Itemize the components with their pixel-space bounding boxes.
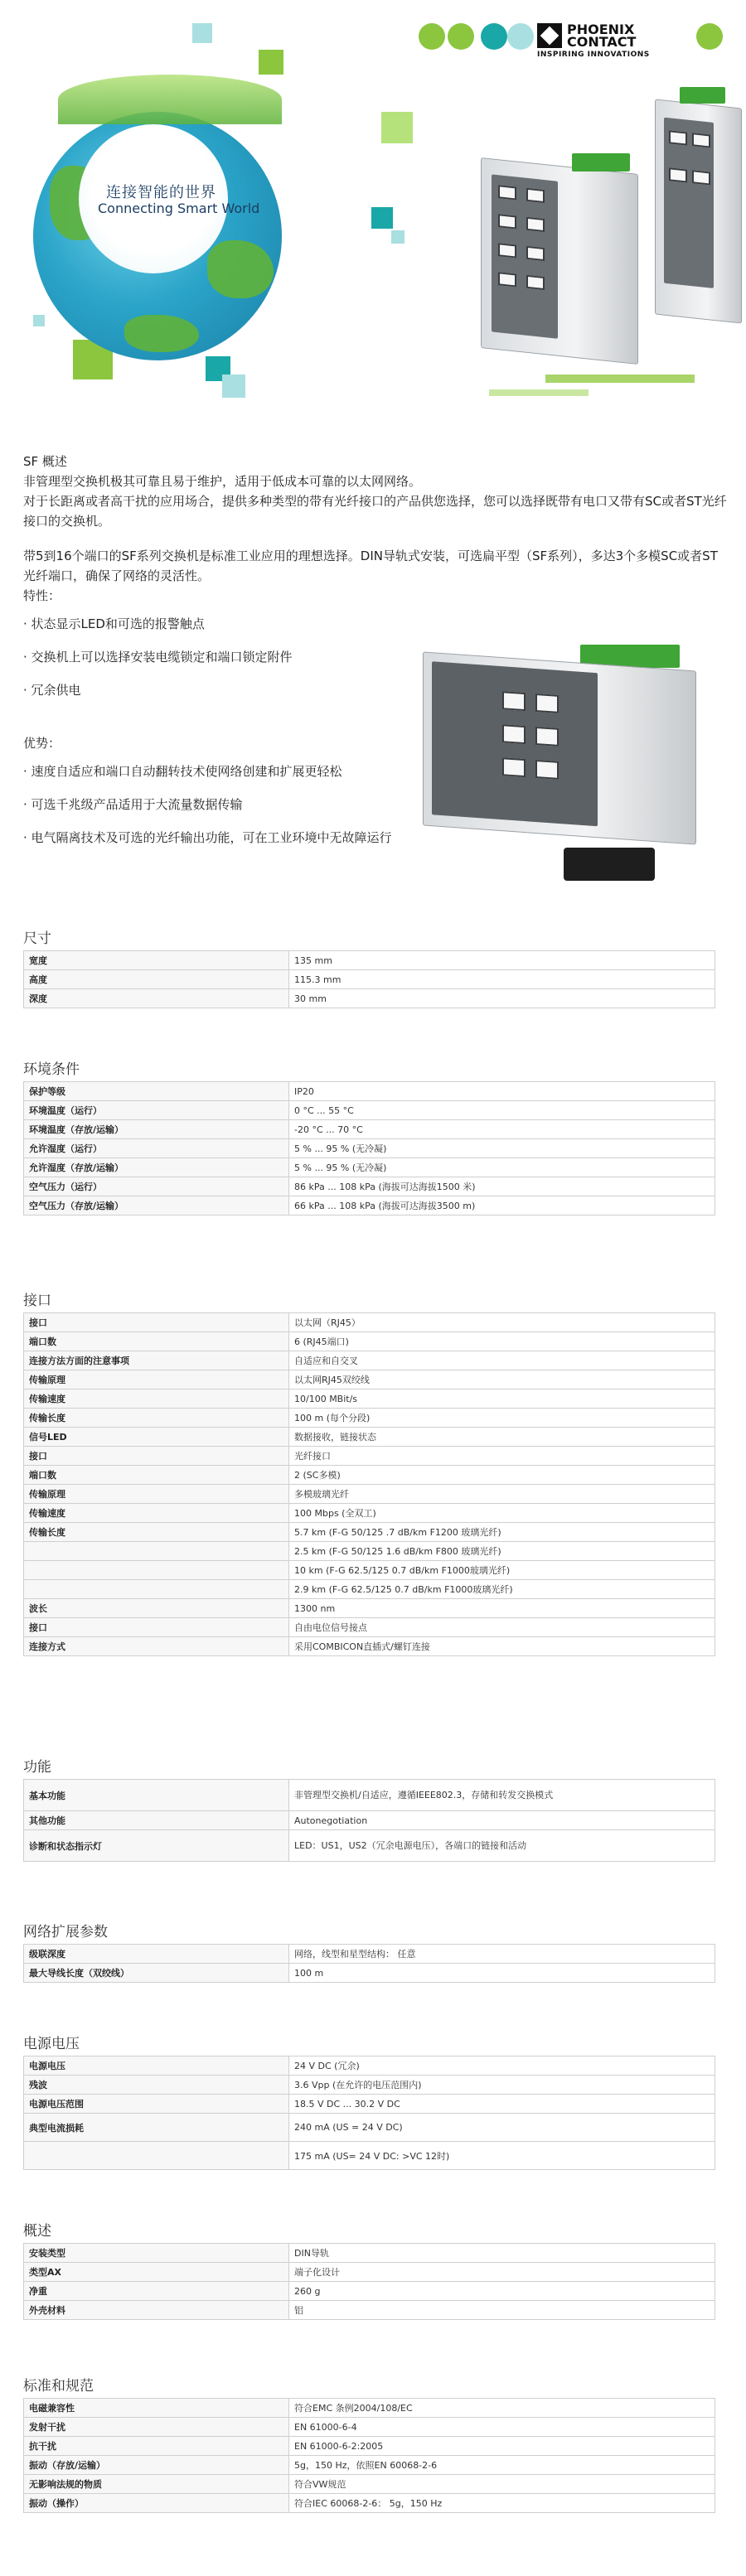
spec-key: 发射干扰 [24,2418,289,2437]
spec-key: 传输长度 [24,1523,289,1542]
section-title-interface: 接口 [23,1293,51,1309]
spec-value: 2.9 km (F-G 62.5/125 0.7 dB/km F1000玻璃光纤) [289,1580,715,1599]
table-row [24,1504,715,1523]
hero-banner [0,0,746,402]
table-row [24,2095,715,2114]
table-row [24,2456,715,2475]
spec-key: 接口 [24,1618,289,1637]
table-row [24,1351,715,1370]
table-row [24,1618,715,1637]
overview-paragraph: 非管理型交换机极其可靠且易于维护，适用于低成本可靠的以太网网络。 [23,474,422,489]
table-row [24,1811,715,1830]
spec-table-function [23,1779,715,1862]
spec-key: 允许湿度（运行） [24,1139,289,1158]
spec-value: 5g，150 Hz，依照EN 60068-2-6 [289,2456,715,2475]
spec-value: 符合VW规范 [289,2475,715,2494]
table-row [24,2076,715,2095]
table-row [24,2475,715,2494]
spec-value: 数据接收，链接状态 [289,1428,715,1447]
spec-value: 5 % ... 95 % (无冷凝) [289,1139,715,1158]
table-row [24,1177,715,1196]
spec-value: 5 % ... 95 % (无冷凝) [289,1158,715,1177]
spec-key: 接口 [24,1313,289,1332]
spec-key: 允许湿度（存放/运输） [24,1158,289,1177]
table-row [24,1428,715,1447]
table-row [24,1139,715,1158]
spec-value: 30 mm [289,989,715,1008]
spec-key: 传输长度 [24,1409,289,1428]
spec-value: 以太网（RJ45） [289,1313,715,1332]
table-row [24,2056,715,2076]
spec-key [24,2142,289,2170]
logo-mark [537,23,695,48]
section-title-dimensions: 尺寸 [23,930,51,947]
spec-key: 残波 [24,2076,289,2095]
spec-value: LED：US1，US2（冗余电源电压），各端口的链接和活动 [289,1830,715,1862]
advantage-item: · 可选千兆级产品适用于大流量数据传输 [23,797,243,812]
spec-key: 端口数 [24,1466,289,1485]
spec-table-dimensions [23,950,715,1008]
spec-table-network [23,1944,715,1983]
logo-name-line2: CONTACT [567,34,637,50]
rj45-port-icon [498,272,516,287]
spec-table-power [23,2056,715,2170]
table-row [24,1196,715,1216]
advantage-item: · 速度自适应和端口自动翻转技术使网络创建和扩展更轻松 [23,764,342,779]
decor-dot [696,23,723,50]
spec-key: 振动（操作） [24,2494,289,2513]
spec-key: 传输原理 [24,1485,289,1504]
spec-value: 以太网RJ45双绞线 [289,1370,715,1389]
table-row [24,1101,715,1120]
spec-value: 86 kPa ... 108 kPa (海拔可达海拔1500 米) [289,1177,715,1196]
spec-key: 连接方法方面的注意事项 [24,1351,289,1370]
spec-key: 振动（存放/运输） [24,2456,289,2475]
spec-key: 电磁兼容性 [24,2399,289,2418]
table-row [24,2244,715,2263]
table-row [24,1780,715,1811]
spec-value: 100 m [289,1964,715,1983]
spec-value: -20 °C ... 70 °C [289,1120,715,1139]
table-row [24,1447,715,1466]
spec-key: 其他功能 [24,1811,289,1830]
rj45-port-icon [502,691,526,711]
table-row [24,2418,715,2437]
overview-paragraph: 带5到16个端口的SF系列交换机是标准工业应用的理想选择。DIN导轨式安装，可选扁平型（SF系列），多达3个多模SC或者ST光纤端口，确保了网络的灵活性。 [23,549,718,583]
decor-dot [481,23,507,50]
spec-key: 深度 [24,989,289,1008]
spec-key: 类型AX [24,2263,289,2282]
product-image-switch-small [655,99,742,323]
table-row [24,1370,715,1389]
decor-dot [507,23,534,50]
spec-value: 10 km (F-G 62.5/125 0.7 dB/km F1000玻璃光纤) [289,1561,715,1580]
section-title-power: 电源电压 [23,2036,80,2052]
overview-paragraph: 对于长距离或者高干扰的应用场合，提供多种类型的带有光纤接口的产品供您选择，您可以选择既带有电口又带有SC或者ST光纤接口的交换机。 [23,494,727,529]
table-row [24,1580,715,1599]
table-row [24,2114,715,2142]
rj45-port-icon [669,167,687,182]
rj45-port-icon [526,217,545,232]
table-row [24,951,715,970]
table-row [24,2301,715,2320]
table-row [24,2437,715,2456]
spec-value: 260 g [289,2282,715,2301]
globe-land [124,315,199,352]
table-row [24,1389,715,1409]
spec-table-standards [23,2398,715,2513]
spec-key: 最大导线长度（双绞线） [24,1964,289,1983]
decor-dot [448,23,474,50]
spec-value: 2.5 km (F-G 50/125 1.6 dB/km F800 玻璃光纤) [289,1542,715,1561]
table-row [24,1466,715,1485]
spec-key: 诊断和状态指示灯 [24,1830,289,1862]
table-row [24,1158,715,1177]
spec-key [24,1580,289,1599]
rj45-port-icon [535,694,559,713]
overview-heading: SF 概述 [23,454,67,469]
decor-square [371,207,393,229]
decor-square [489,389,589,396]
spec-value: 100 Mbps (全双工) [289,1504,715,1523]
table-row [24,1523,715,1542]
logo-icon [537,23,562,48]
decor-square [192,23,212,43]
spec-value: 非管理型交换机/自适应，遵循IEEE802.3，存储和转发交换模式 [289,1780,715,1811]
spec-value: 5.7 km (F-G 50/125 .7 dB/km F1200 玻璃光纤) [289,1523,715,1542]
section-title-standards: 标准和规范 [23,2378,94,2395]
terminal-block-icon [680,87,725,104]
spec-key: 安装类型 [24,2244,289,2263]
decor-square [391,230,404,244]
spec-value: IP20 [289,1082,715,1101]
decor-square [381,112,413,143]
rj45-port-icon [526,275,545,290]
spec-value: DIN导轨 [289,2244,715,2263]
spec-table-general [23,2243,715,2320]
feature-item: · 状态显示LED和可选的报警触点 [23,616,205,631]
spec-key: 传输速度 [24,1389,289,1409]
spec-key: 连接方式 [24,1637,289,1656]
spec-value: 2 (SC多模) [289,1466,715,1485]
advantage-item: · 电气隔离技术及可选的光纤输出功能，可在工业环境中无故障运行 [23,830,392,845]
spec-key: 净重 [24,2282,289,2301]
spec-key: 端口数 [24,1332,289,1351]
decor-square [545,375,695,383]
spec-table-environment [23,1081,715,1216]
table-row [24,2399,715,2418]
feature-item: · 交换机上可以选择安装电缆锁定和端口锁定附件 [23,650,293,665]
spec-key [24,1542,289,1561]
phoenix-contact-logo [537,23,695,59]
rj45-port-icon [502,757,526,777]
spec-key: 接口 [24,1447,289,1466]
rj45-port-icon [669,130,687,145]
section-title-network: 网络扩展参数 [23,1924,108,1940]
spec-value: 115.3 mm [289,970,715,989]
spec-value: 0 °C ... 55 °C [289,1101,715,1120]
spec-value: 自适应和自交叉 [289,1351,715,1370]
table-row [24,989,715,1008]
decor-square [259,50,283,75]
spec-value: 100 m (每个分段) [289,1409,715,1428]
spec-value: Autonegotiation [289,1811,715,1830]
spec-key: 抗干扰 [24,2437,289,2456]
spec-value: 3.6 Vpp (在允许的电压范围内) [289,2076,715,2095]
decor-square [33,315,45,326]
product-image-switch-detail [423,636,713,901]
spec-value: 240 mA (US = 24 V DC) [289,2114,715,2142]
spec-value: 自由电位信号接点 [289,1618,715,1637]
city-skyline [58,75,282,124]
rj45-port-icon [526,246,545,261]
table-row [24,1945,715,1964]
spec-key: 空气压力（运行） [24,1177,289,1196]
table-row [24,970,715,989]
spec-value: 66 kPa ... 108 kPa (海拔可达海拔3500 m) [289,1196,715,1216]
spec-value: 1300 nm [289,1599,715,1618]
spec-key: 环境温度（运行） [24,1101,289,1120]
spec-value: 网络，线型和星型结构： 任意 [289,1945,715,1964]
banner-slogan-cn: 连接智能的世界 [106,184,216,201]
section-title-general: 概述 [23,2223,51,2240]
table-row [24,1637,715,1656]
table-row [24,1332,715,1351]
spec-value: EN 61000-6-2:2005 [289,2437,715,2456]
table-row [24,2282,715,2301]
spec-key: 传输速度 [24,1504,289,1523]
table-row [24,1120,715,1139]
spec-key: 级联深度 [24,1945,289,1964]
spec-value: 10/100 MBit/s [289,1389,715,1409]
spec-value: 多模玻璃光纤 [289,1485,715,1504]
logo-name-line1: PHOENIX [567,22,635,37]
features-title: 特性： [23,588,61,603]
table-row [24,1313,715,1332]
spec-value: 18.5 V DC ... 30.2 V DC [289,2095,715,2114]
spec-key [24,1561,289,1580]
spec-key: 典型电流损耗 [24,2114,289,2142]
rj45-port-icon [535,727,559,747]
decor-square [222,375,245,398]
terminal-block-icon [572,153,630,172]
spec-value: 135 mm [289,951,715,970]
spec-table-interface [23,1312,715,1656]
table-row [24,1542,715,1561]
spec-value: 符合EMC 条例2004/108/EC [289,2399,715,2418]
fiber-port-icon [564,848,655,881]
rj45-port-icon [498,185,516,200]
advantages-title: 优势： [23,736,61,751]
switch-body [423,651,696,844]
banner-slogan-en: Connecting Smart World [98,201,260,216]
spec-value: 6 (RJ45端口) [289,1332,715,1351]
table-row [24,1830,715,1862]
rj45-port-icon [692,170,710,185]
table-row [24,2142,715,2170]
section-title-function: 功能 [23,1759,51,1776]
rj45-port-icon [526,188,545,203]
spec-value: 175 mA (US= 24 V DC: >VC 12时) [289,2142,715,2170]
spec-value: 符合IEC 60068-2-6： 5g，150 Hz [289,2494,715,2513]
spec-key: 基本功能 [24,1780,289,1811]
rj45-port-icon [498,214,516,229]
rj45-port-icon [498,243,516,258]
spec-value: EN 61000-6-4 [289,2418,715,2437]
rj45-port-icon [535,760,559,780]
product-image-switch-large [481,157,638,365]
rj45-port-icon [502,724,526,744]
spec-key: 波长 [24,1599,289,1618]
table-row [24,1082,715,1101]
table-row [24,1964,715,1983]
spec-key: 高度 [24,970,289,989]
spec-key: 无影响法规的物质 [24,2475,289,2494]
logo-tagline: INSPIRING INNOVATIONS [537,51,650,59]
rj45-port-icon [692,133,710,147]
spec-value: 端子化设计 [289,2263,715,2282]
spec-key: 空气压力（存放/运输） [24,1196,289,1216]
feature-item: · 冗余供电 [23,683,81,698]
spec-key: 传输原理 [24,1370,289,1389]
table-row [24,1409,715,1428]
table-row [24,1599,715,1618]
spec-key: 外壳材料 [24,2301,289,2320]
spec-key: 宽度 [24,951,289,970]
spec-value: 光纤接口 [289,1447,715,1466]
spec-key: 环境温度（存放/运输） [24,1120,289,1139]
table-row [24,1561,715,1580]
spec-value: 采用COMBICON直插式/螺钉连接 [289,1637,715,1656]
spec-key: 保护等级 [24,1082,289,1101]
decor-dot [419,23,445,50]
table-row [24,2494,715,2513]
spec-key: 信号LED [24,1428,289,1447]
table-row [24,2263,715,2282]
table-row [24,1485,715,1504]
spec-key: 电源电压范围 [24,2095,289,2114]
switch-panel [432,661,598,826]
spec-value: 24 V DC (冗余) [289,2056,715,2076]
section-title-environment: 环境条件 [23,1061,80,1078]
spec-value: 铝 [289,2301,715,2320]
spec-key: 电源电压 [24,2056,289,2076]
